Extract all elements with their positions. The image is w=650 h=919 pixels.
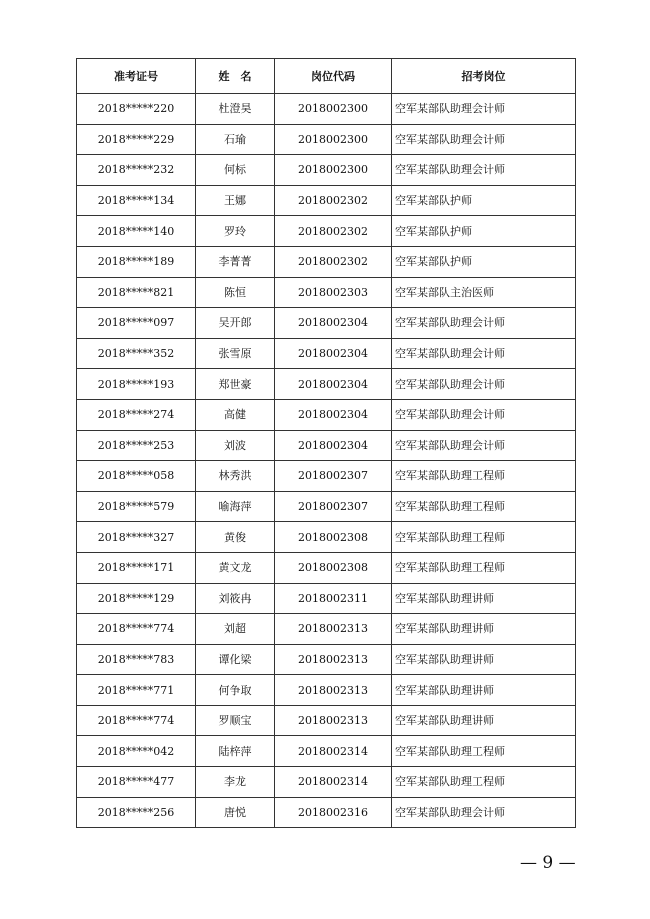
cell-name: 李菁菁: [196, 246, 275, 277]
table-row: [77, 155, 576, 186]
cell-position-code: 2018002300: [275, 94, 392, 125]
cell-name: 吴开郎: [196, 308, 275, 339]
cell-position-code: 2018002313: [275, 705, 392, 736]
table-row: [77, 399, 576, 430]
cell-exam-id: 2018*****327: [77, 522, 196, 553]
cell-position-code: 2018002308: [275, 522, 392, 553]
cell-name: 刘波: [196, 430, 275, 461]
table-row: [77, 583, 576, 614]
cell-exam-id: 2018*****189: [77, 246, 196, 277]
cell-position: 空军某部队护师: [392, 185, 576, 216]
header-position: 招考岗位: [392, 59, 576, 94]
table-row: [77, 94, 576, 125]
table-row: [77, 614, 576, 645]
cell-name: 林秀洪: [196, 461, 275, 492]
cell-position-code: 2018002313: [275, 614, 392, 645]
table-row: [77, 705, 576, 736]
table-row: [77, 369, 576, 400]
header-exam-id: 准考证号: [77, 59, 196, 94]
cell-position-code: 2018002302: [275, 246, 392, 277]
cell-position-code: 2018002314: [275, 736, 392, 767]
cell-name: 杜澄昊: [196, 94, 275, 125]
cell-name: 何标: [196, 155, 275, 186]
cell-name: 刘超: [196, 614, 275, 645]
table-header-row: [77, 59, 576, 94]
cell-position-code: 2018002302: [275, 216, 392, 247]
cell-position: 空军某部队助理工程师: [392, 491, 576, 522]
header-position-code: 岗位代码: [275, 59, 392, 94]
cell-exam-id: 2018*****821: [77, 277, 196, 308]
table-row: [77, 277, 576, 308]
table-row: [77, 185, 576, 216]
cell-position-code: 2018002304: [275, 430, 392, 461]
cell-name: 陈恒: [196, 277, 275, 308]
candidate-table: [76, 58, 576, 828]
table-row: [77, 552, 576, 583]
cell-name: 唐悦: [196, 797, 275, 828]
cell-position: 空军某部队助理会计师: [392, 308, 576, 339]
cell-exam-id: 2018*****274: [77, 399, 196, 430]
cell-exam-id: 2018*****220: [77, 94, 196, 125]
cell-exam-id: 2018*****774: [77, 705, 196, 736]
cell-name: 郑世豪: [196, 369, 275, 400]
table-row: [77, 736, 576, 767]
cell-exam-id: 2018*****042: [77, 736, 196, 767]
cell-position: 空军某部队助理会计师: [392, 155, 576, 186]
cell-position-code: 2018002302: [275, 185, 392, 216]
cell-name: 黄俊: [196, 522, 275, 553]
cell-position: 空军某部队护师: [392, 216, 576, 247]
table-row: [77, 644, 576, 675]
header-name: 姓 名: [196, 59, 275, 94]
cell-position-code: 2018002304: [275, 308, 392, 339]
cell-exam-id: 2018*****229: [77, 124, 196, 155]
cell-position-code: 2018002307: [275, 491, 392, 522]
cell-name: 何争取: [196, 675, 275, 706]
cell-position: 空军某部队助理工程师: [392, 552, 576, 583]
cell-exam-id: 2018*****352: [77, 338, 196, 369]
cell-position: 空军某部队助理讲师: [392, 705, 576, 736]
cell-exam-id: 2018*****171: [77, 552, 196, 583]
table-row: [77, 124, 576, 155]
cell-position: 空军某部队助理讲师: [392, 644, 576, 675]
cell-name: 喻海萍: [196, 491, 275, 522]
cell-name: 罗顺宝: [196, 705, 275, 736]
cell-position: 空军某部队助理工程师: [392, 522, 576, 553]
cell-name: 罗玲: [196, 216, 275, 247]
table-row: [77, 461, 576, 492]
table-body: [77, 94, 576, 828]
cell-name: 陆梓萍: [196, 736, 275, 767]
cell-name: 李龙: [196, 767, 275, 798]
cell-position-code: 2018002313: [275, 675, 392, 706]
cell-position: 空军某部队助理工程师: [392, 736, 576, 767]
table-row: [77, 246, 576, 277]
table-row: [77, 308, 576, 339]
table-row: [77, 491, 576, 522]
cell-exam-id: 2018*****134: [77, 185, 196, 216]
cell-name: 谭化梁: [196, 644, 275, 675]
cell-exam-id: 2018*****058: [77, 461, 196, 492]
cell-position-code: 2018002304: [275, 338, 392, 369]
cell-position: 空军某部队助理会计师: [392, 430, 576, 461]
cell-name: 王娜: [196, 185, 275, 216]
cell-name: 张雪原: [196, 338, 275, 369]
cell-position-code: 2018002300: [275, 124, 392, 155]
cell-position: 空军某部队助理会计师: [392, 94, 576, 125]
cell-position-code: 2018002308: [275, 552, 392, 583]
cell-position-code: 2018002303: [275, 277, 392, 308]
cell-name: 石瑜: [196, 124, 275, 155]
cell-position: 空军某部队助理讲师: [392, 675, 576, 706]
cell-exam-id: 2018*****579: [77, 491, 196, 522]
cell-exam-id: 2018*****771: [77, 675, 196, 706]
cell-position: 空军某部队助理会计师: [392, 124, 576, 155]
cell-exam-id: 2018*****256: [77, 797, 196, 828]
cell-name: 刘筱冉: [196, 583, 275, 614]
cell-position: 空军某部队助理讲师: [392, 614, 576, 645]
table-row: [77, 522, 576, 553]
cell-position: 空军某部队助理会计师: [392, 399, 576, 430]
cell-position: 空军某部队助理讲师: [392, 583, 576, 614]
cell-exam-id: 2018*****193: [77, 369, 196, 400]
cell-exam-id: 2018*****783: [77, 644, 196, 675]
cell-exam-id: 2018*****140: [77, 216, 196, 247]
cell-exam-id: 2018*****253: [77, 430, 196, 461]
cell-position: 空军某部队助理工程师: [392, 767, 576, 798]
page-number: — 9 —: [520, 853, 576, 873]
table-row: [77, 797, 576, 828]
cell-name: 黄文龙: [196, 552, 275, 583]
cell-position-code: 2018002316: [275, 797, 392, 828]
table-row: [77, 430, 576, 461]
cell-position-code: 2018002313: [275, 644, 392, 675]
cell-name: 高健: [196, 399, 275, 430]
table-row: [77, 338, 576, 369]
cell-position-code: 2018002304: [275, 369, 392, 400]
table-row: [77, 767, 576, 798]
cell-exam-id: 2018*****774: [77, 614, 196, 645]
cell-position-code: 2018002311: [275, 583, 392, 614]
cell-exam-id: 2018*****232: [77, 155, 196, 186]
cell-exam-id: 2018*****129: [77, 583, 196, 614]
table-row: [77, 216, 576, 247]
cell-position-code: 2018002314: [275, 767, 392, 798]
cell-position-code: 2018002300: [275, 155, 392, 186]
cell-position: 空军某部队助理会计师: [392, 338, 576, 369]
cell-position-code: 2018002307: [275, 461, 392, 492]
cell-position: 空军某部队助理会计师: [392, 369, 576, 400]
cell-exam-id: 2018*****477: [77, 767, 196, 798]
cell-exam-id: 2018*****097: [77, 308, 196, 339]
table-row: [77, 675, 576, 706]
cell-position: 空军某部队助理工程师: [392, 461, 576, 492]
cell-position: 空军某部队助理会计师: [392, 797, 576, 828]
cell-position: 空军某部队护师: [392, 246, 576, 277]
cell-position-code: 2018002304: [275, 399, 392, 430]
cell-position: 空军某部队主治医师: [392, 277, 576, 308]
